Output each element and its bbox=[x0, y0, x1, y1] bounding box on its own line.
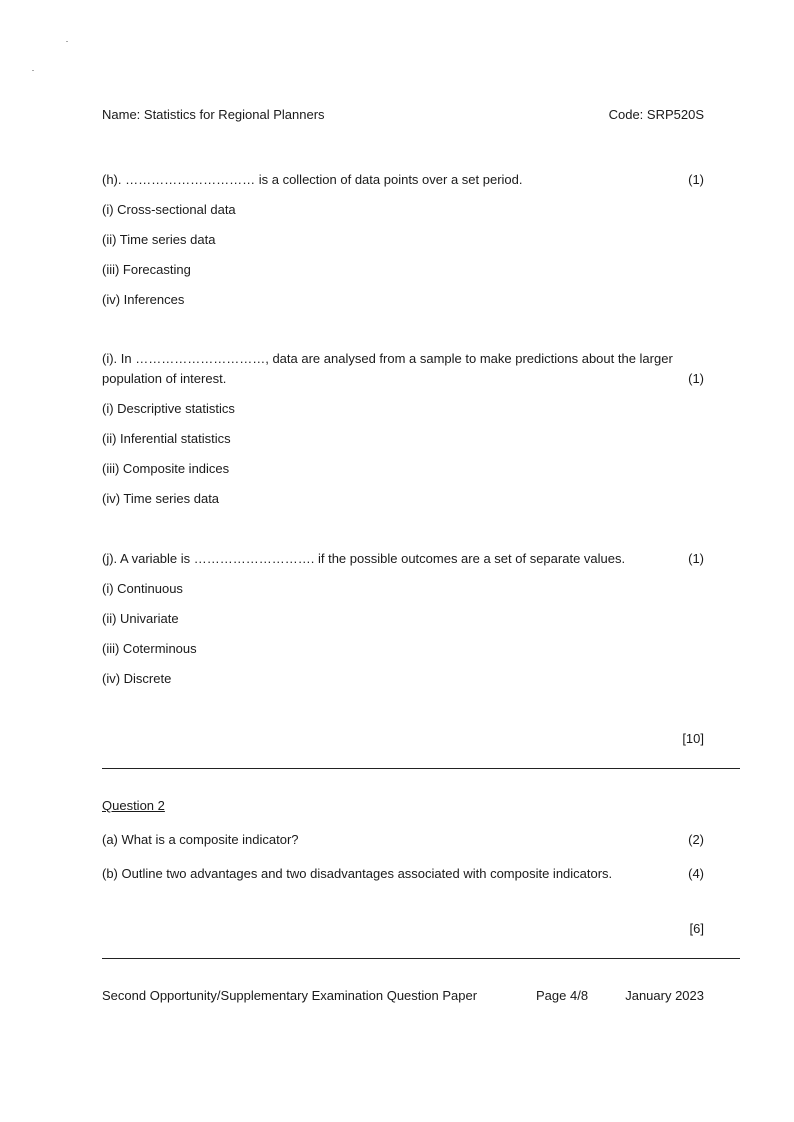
question-h-marks: (1) bbox=[688, 172, 704, 187]
section-divider bbox=[102, 768, 740, 769]
question-h-option: (i) Cross-sectional data bbox=[102, 202, 236, 217]
question-i-stem-cont: population of interest. bbox=[102, 371, 227, 386]
question-i-option: (iv) Time series data bbox=[102, 491, 220, 506]
question-2b-marks: (4) bbox=[688, 866, 704, 881]
question-2-heading: Question 2 bbox=[102, 798, 165, 813]
course-code: Code: SRP520S bbox=[608, 107, 704, 122]
scan-speck bbox=[66, 41, 68, 42]
question-i-option: (ii) Inferential statistics bbox=[102, 431, 231, 446]
question-i-option: (iii) Composite indices bbox=[102, 461, 230, 476]
course-name: Name: Statistics for Regional Planners bbox=[102, 107, 325, 122]
question-2a-marks: (2) bbox=[688, 832, 704, 847]
question-h-stem: (h). ………………………… is a collection of data points over a set period. bbox=[102, 172, 523, 187]
question-2a-text: (a) What is a composite indicator? bbox=[102, 832, 299, 847]
question-2-total: [6] bbox=[689, 921, 704, 936]
footer-divider bbox=[102, 958, 740, 959]
question-j-option: (i) Continuous bbox=[102, 581, 183, 596]
scan-speck bbox=[32, 70, 34, 71]
footer-title: Second Opportunity/Supplementary Examination Question Paper bbox=[102, 988, 478, 1003]
question-j-marks: (1) bbox=[688, 551, 704, 566]
question-h-option: (iv) Inferences bbox=[102, 292, 185, 307]
footer-date: January 2023 bbox=[625, 988, 704, 1003]
question-i-stem: (i). In …………………………, data are analysed from a sample to make predictions about the larger bbox=[102, 351, 673, 366]
question-h-option: (iii) Forecasting bbox=[102, 262, 191, 277]
question-i-marks: (1) bbox=[688, 371, 704, 386]
question-h-option: (ii) Time series data bbox=[102, 232, 216, 247]
footer-page-number: Page 4/8 bbox=[536, 988, 589, 1003]
question-j-option: (ii) Univariate bbox=[102, 611, 179, 626]
question-j-option: (iii) Coterminous bbox=[102, 641, 197, 656]
question-2b-text: (b) Outline two advantages and two disadvantages associated with composite indicators. bbox=[102, 866, 613, 881]
section-total: [10] bbox=[682, 731, 704, 746]
question-i-option: (i) Descriptive statistics bbox=[102, 401, 235, 416]
question-j-stem: (j). A variable is ………………………. if the possible outcomes are a set of separate values. bbox=[102, 551, 626, 566]
question-j-option: (iv) Discrete bbox=[102, 671, 172, 686]
